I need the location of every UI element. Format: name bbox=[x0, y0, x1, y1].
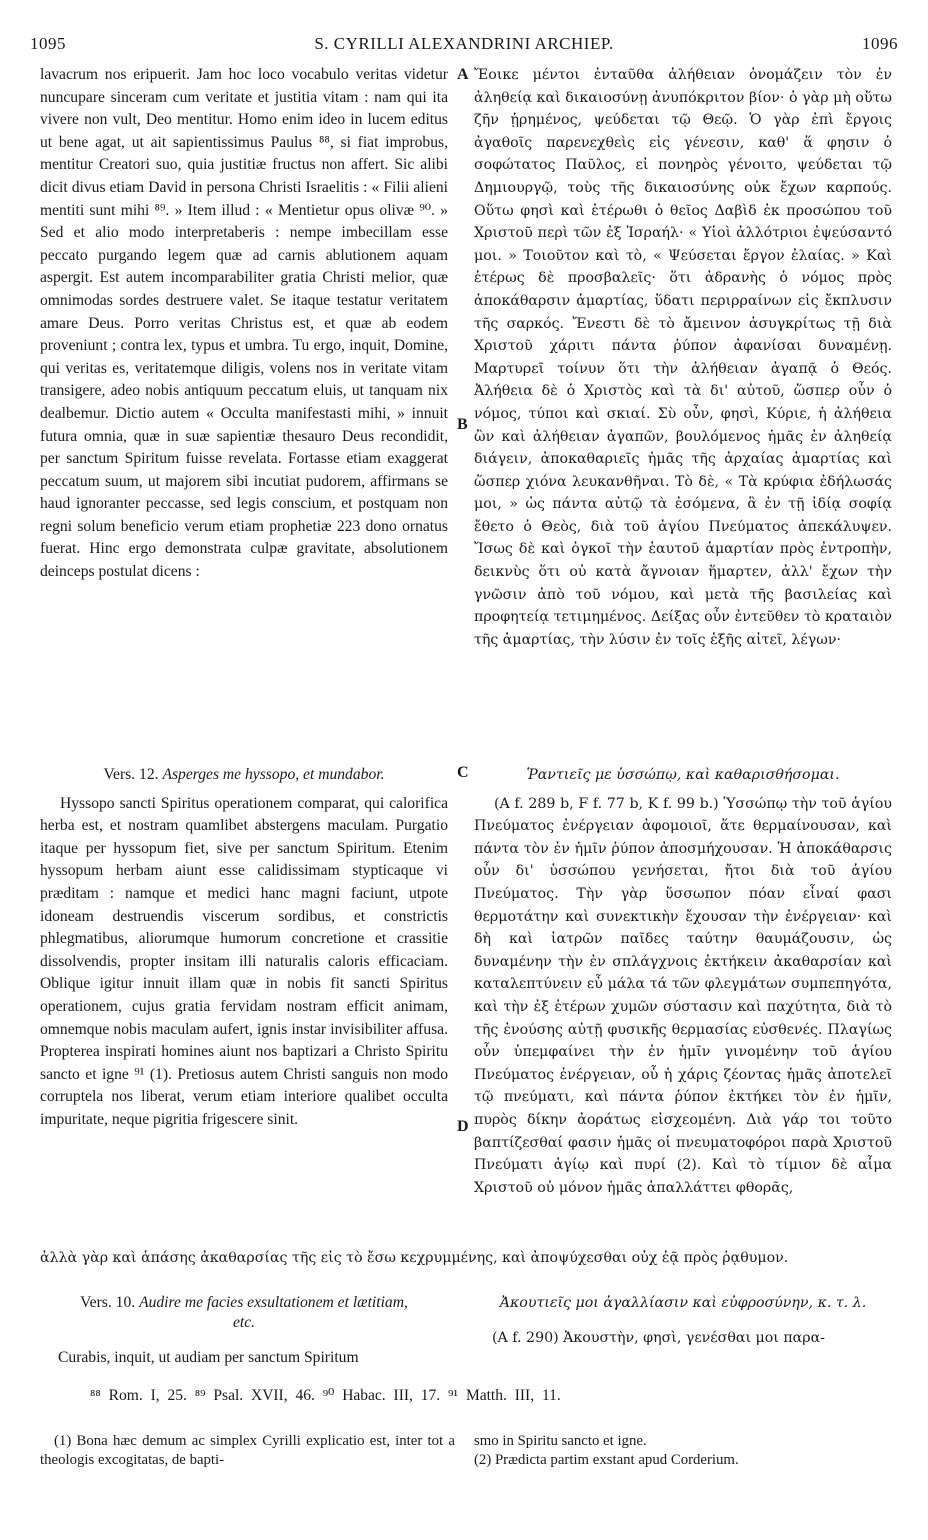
footnote-2: (2) Prædicta partim exstant apud Corderium. bbox=[474, 1452, 739, 1468]
running-title: S. CYRILLI ALEXANDRINI ARCHIEP. bbox=[314, 34, 614, 53]
latin-column-section-3 bbox=[40, 1293, 448, 1370]
verse-text: Audire me facies exsultationem et lætitiam, bbox=[139, 1294, 408, 1311]
margin-letter-b: B bbox=[457, 416, 468, 433]
greek-column-section-3 bbox=[474, 1293, 892, 1350]
margin-letter-c: C bbox=[457, 764, 469, 781]
page-number-left: 1095 bbox=[30, 34, 66, 53]
greek-paragraph: (A f. 289 b, F f. 77 b, K f. 99 b.) Ὑσσώπῳ τὴν τοῦ ἁγίου Πνεύματος ἐνέργειαν ἀφομοιοῖ, ἅτε θερμαίνουσαν, καὶ πάντα τὸν ἐν ἡμῖν ῥύπον ἀποσμήχουσαν. Ἡ ἀποκάθαρσις οὖν δι' ὑσσώπου γενήσεται, ἤτοι διὰ τοῦ ἁγίου Πνεύματος. Τὴν γὰρ ὕσσωπον πόαν εἶναί φασι θερμοτάτην καὶ συνεκτικὴν ἔχουσαν τὴν ἐνέργειαν· καὶ δὴ καὶ ἰατρῶν παῖδες ταύτην θαυμάζουσιν, ὡς δυναμένην τὴν ἐν σπλάγχνοις ἐκτήκειν ἀκαθαρσίαν καὶ καταλεπτύνειν εὖ μάλα τά τῶν φλεγμάτων συμπεπηγότα, καὶ τὴν ἐξ ἑτέρων χυμῶν σύστασιν καὶ παχύτητα, διὰ τὸ τῆς ἐνούσης αὐτῇ φυσικῆς θερμασίας εὐσθενές. Πλαγίως οὖν ὑπεμφαίνει τὴν ἐν ἡμῖν γινομένην τοῦ ἁγίου Πνεύματος ἐνέργειαν, οὗ ἡ χάρις ζέοντας ἡμᾶς ἀποτελεῖ τῷ πνεύματι, καὶ πάντα ῥύπον ἐκτήκει τὸν ἐν ἡμῖν, πυρὸς δίκην ἀοράτως εἰσχεομένη. Διὰ γάρ τοι τοῦτο βαπτίζεσθαί φασιν ἡμᾶς οἱ πνευματοφόροι παρὰ Χριστοῦ Πνεύματι ἁγίῳ καὶ πυρί (2). Καὶ τὸ τίμιον δὲ αἷμα Χριστοῦ οὐ μόνον ἡμᾶς ἀπαλλάττει φθορᾶς, bbox=[474, 795, 892, 1196]
latin-paragraph: Curabis, inquit, ut audiam per sanctum Spiritum bbox=[58, 1349, 359, 1366]
footnote-1-continued: smo in Spiritu sancto et igne. bbox=[474, 1433, 647, 1449]
scripture-references: ⁸⁸ Rom. I, 25. ⁸⁹ Psal. XVII, 46. ⁹⁰ Habac. III, 17. ⁹¹ Matth. III, 11. bbox=[90, 1387, 561, 1404]
verse-text: Asperges me hyssopo, et mundabor. bbox=[162, 766, 385, 783]
page-number-right: 1096 bbox=[862, 34, 898, 53]
verse-heading-latin bbox=[40, 1293, 448, 1333]
greek-column-section-2 bbox=[474, 764, 892, 1199]
verse-label: Vers. 10. bbox=[80, 1294, 136, 1311]
verse-label: Vers. 12. bbox=[103, 766, 159, 783]
latin-paragraph: lavacrum nos eripuerit. Jam hoc loco vocabulo veritas videtur nuncupare sinceram cum veritate et justitia vitam : nam qui ita vivere non vult, Deo mentitur. Homo enim ideo in lucem editus ut bene agat, ut ait sapientissimus Paulus ⁸⁸, si fiat improbus, mentitur Creatori suo, quia justitiæ fructus non affert. Sic alibi dicit divus etiam David in persona Christi Israelitis : « Filii alieni mentiti sunt mihi ⁸⁹. » Item illud : « Mentietur opus olivæ ⁹⁰. » Sed et alio modo interpretaberis : nempe imbecillam esse peccato purgando legem quæ ad carnis ablutionem aquam aspergit. Est autem incomparabiliter gratia Christi melior, quæ omnimodas sordes destruere valet. Se itaque testatur veritatem amare Deus. Porro veritas Christus est, et quæ ab eodem proveniunt ; contra lex, typus et umbra. Tu ergo, inquit, Domine, qui veritas es, veritatemque diligis, volens nos in veritate vitam transigere, adeo nobis antiquum peccatum eluis, ut tanquam nix dealbemur. Dictio autem « Occulta manifestasti mihi, » innuit futura omnia, quæ in suæ sapientiæ thesauro Deus recondidit, per sanctum Spiritum fuisse revelata. Fortasse etiam exaggerat peccatum suum, ut majorem sibi incutiat pudorem, affirmans se haud ignoranter peccasse, sed legis conscium, et postquam non regni solum beneficio verum etiam prophetiæ 223 dono ornatus fuerat. Hinc ergo demonstrata culpæ gravitate, absolutionem deinceps postulat dicens : bbox=[40, 66, 448, 581]
greek-paragraph: Ἔοικε μέντοι ἐνταῦθα ἀλήθειαν ὀνομάζειν τὸν ἐν ἀληθείᾳ καὶ δικαιοσύνῃ ἀνυπόκριτον βίον· ὁ γὰρ μὴ οὕτω ζῆν ᾑρημένος, ψεύδεται τῷ Θεῷ. Ὁ γὰρ ἐπὶ ἔργοις ἀγαθοῖς παρενεχθεὶς εἰς γένεσιν, καθ' ἅ φησιν ὁ σοφώτατος Παῦλος, εἰ πονηρὸς γένοιτο, ψεύδεται τῷ Δημιουργῷ, τοὺς τῆς δικαιοσύνης οὐκ ἔχων καρπούς. Οὕτω φησὶ καὶ ἑτέρωθι ὁ θεῖος Δαβὶδ ἐκ προσώπου τοῦ Χριστοῦ περὶ τῶν ἐξ Ἰσραήλ· « Υἱοὶ ἀλλότριοι ἐψεύσαντό μοι. » Τοιοῦτον καὶ τὸ, « Ψεύσεται ἔργον ἐλαίας. » Καὶ ἑτέρως δὲ προσβαλεῖς· ὅτι ἀδρανὴς ὁ νόμος πρὸς ἀποκάθαρσιν ἁμαρτίας, ὕδατι περιρραίνων εἰς ἔκπλυσιν τῆς σαρκός. Ἔνεστι δὲ τὸ ἄμεινον ἀσυγκρίτως τῇ διὰ Χριστοῦ χάριτι πάντα ῥύπον ἀφανίσαι δυναμένῃ. Μαρτυρεῖ τοίνυν ὅτι τὴν ἀλήθειαν ἀγαπᾷ ὁ Θεός. Ἀλήθεια δὲ ὁ Χριστὸς καὶ τὰ δι' αὐτοῦ, ὥσπερ οὖν ὁ νόμος, τύποι καὶ σκιαί. Σὺ οὖν, φησὶ, Κύριε, ἡ ἀλήθεια ὢν καὶ ἀλήθειαν ἀγαπῶν, βουλόμενος ἡμᾶς ἐν ἀληθείᾳ διάγειν, ἀποκαθαριεῖς ἡμᾶς τῆς ἀρχαίας ἁμαρτίας καὶ ὥσπερ χιόνα λευκανθῆναι. Τὸ δὲ, « Τὰ κρύφια ἐδήλωσάς μοι, » ὡς πάντα αὐτῷ τὰ ἐσόμενα, ἃ ἐν τῇ ἰδίᾳ σοφίᾳ ἔθετο ὁ Θεὸς, διὰ τοῦ ἁγίου Πνεύματος ἀπεκάλυψεν. Ἴσως δὲ καὶ ὀγκοῖ τὴν ἑαυτοῦ ἁμαρτίαν πρὸς ἐντροπὴν, δεικνὺς ὅτι οὐ κατὰ ἄγνοιαν ἥμαρτεν, ἀλλ' ἔχων τὴν γνῶσιν ἀπὸ τοῦ νόμου, καὶ μετὰ τῆς βασιλείας καὶ προφητείᾳ τετιμημένος. Δείξας οὖν ἐντεῦθεν τὸ κραταιὸν τῆς ἁμαρτίας, τὴν λύσιν ἐν τοῖς ἑξῆς αἰτεῖ, λέγων· bbox=[474, 67, 892, 648]
latin-paragraph: Hyssopo sancti Spiritus operationem comparat, qui calorifica herba est, et nostram quamlibet abstergens maculam. Purgatio itaque per hyssopum fiet, sive per sanctum Spiritum. Etenim hyssopum herbam aiunt esse calidissimam stypticaque vi præditam : namque et medici hanc magni faciunt, utpote idoneam destruendis viscerum sordibus, et constrictis phlegmatibus, aliorumque humorum concretione et crassitie dissolvendis, propter insitam illi naturalis caloris efficaciam. Oblique igitur innuit illam quæ in nobis fit sancti Spiritus operationem, cujus gratia fervidam nostram efficit animam, omnemque nobis maculam aufert, ignis instar invisibiliter affusa. Propterea inspirati homines aiunt nos baptizari a Christo Spiritu sancto et igne ⁹¹ (1). Pretiosus autem Christi sanguis non modo corruptela nos liberat, verum etiam interiore qualibet occulta impuritate, neque pigritia frigescere sinit. bbox=[40, 794, 448, 1128]
greek-column-section-1 bbox=[474, 64, 892, 651]
margin-letter-d: D bbox=[457, 1118, 469, 1135]
verse-text-tail: etc. bbox=[232, 1314, 256, 1331]
greek-continuation: ἀλλὰ γὰρ καὶ ἁπάσης ἀκαθαρσίας τῆς εἰς τὸ ἔσω κεχρυμμένης, καὶ ἀποψύχεσθαι οὐχ ἐᾷ πρὸς ῥᾳθυμον. bbox=[40, 1250, 789, 1266]
margin-letter-a: A bbox=[457, 66, 469, 83]
footnote-left bbox=[40, 1432, 455, 1470]
running-head bbox=[30, 34, 898, 56]
greek-paragraph: (A f. 290) Ἀκουστὴν, φησὶ, γενέσθαι μοι παρα- bbox=[492, 1330, 825, 1346]
latin-column-section-1 bbox=[40, 64, 448, 584]
verse-heading-greek: Ῥαντιεῖς με ὑσσώπῳ, καὶ καθαρισθήσομαι. bbox=[526, 767, 840, 783]
footnote-1: (1) Bona hæc demum ac simplex Cyrilli explicatio est, inter tot a theologis excogitatas, de bapti- bbox=[40, 1433, 455, 1468]
footnote-right bbox=[474, 1432, 892, 1470]
verse-heading-greek: Ἀκουτιεῖς μοι ἀγαλλίασιν καὶ εὐφροσύνην, κ. τ. λ. bbox=[499, 1295, 867, 1311]
verse-heading-latin bbox=[40, 764, 448, 787]
latin-column-section-2 bbox=[40, 764, 448, 1132]
